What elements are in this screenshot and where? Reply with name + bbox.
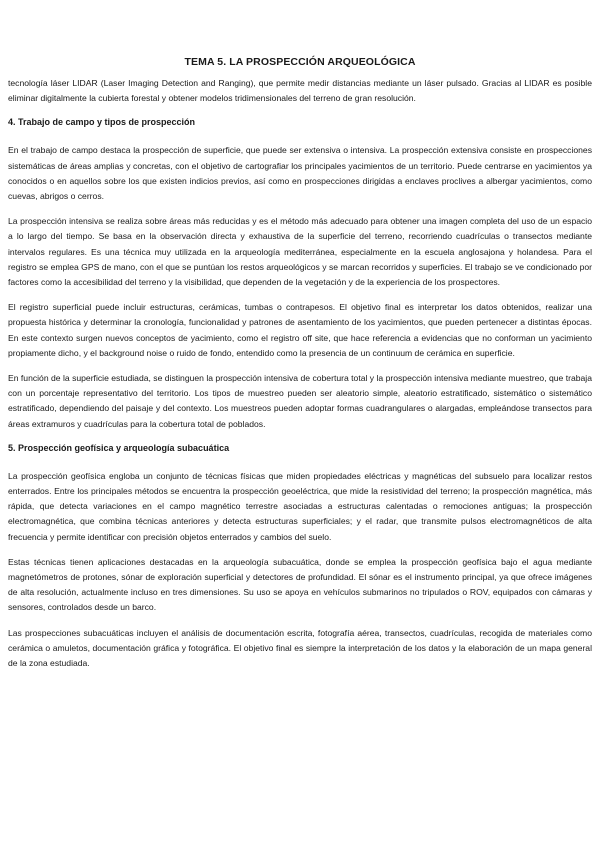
paragraph: La prospección intensiva se realiza sobre áreas más reducidas y es el método más adecuado para obtener una imagen completa del uso de un espacio a lo largo del tiempo. Se basa en la observación directa y exhaustiva de la superficie del terreno, recorriendo cuadrículas o transectos mediante intervalos regulares. Es una técnica muy utilizada en la arqueología mediterránea, especialmente en la escuela anglosajona y holandesa. Para el registro se emplea GPS de mano, con el que se puntúan los restos arqueológicos y se marcan recorridos y superficies. El trabajo se ve condicionado por factores como la accesibilidad del terreno y la visibilidad, que dependen de la vegetación y de la experiencia de los prospectores.: [8, 216, 592, 288]
page-title: TEMA 5. LA PROSPECCIÓN ARQUEOLÓGICA: [184, 56, 416, 68]
intro-paragraph: tecnología láser LIDAR (Laser Imaging Detection and Ranging), que permite medir distancias mediante un láser pulsado. Gracias al LIDAR es posible eliminar digitalmente la cubierta forestal y obtener modelos tridimensionales del terreno de gran resolución.: [8, 78, 592, 104]
section-heading-4: 4. Trabajo de campo y tipos de prospección: [8, 117, 196, 128]
document-body: [8, 76, 592, 671]
paragraph: En el trabajo de campo destaca la prospección de superficie, que puede ser extensiva o intensiva. La prospección extensiva consiste en prospecciones sistemáticas de áreas amplias y concretas, con el objetivo de cartografiar los principales yacimientos de un territorio. Puede centrarse en yacimientos ya conocidos o en aquellos sobre los que existen indicios previos, así como en prospecciones dirigidas a enclaves proclives a albergar yacimientos, como cuevas, abrigos o cerros.: [8, 145, 592, 202]
paragraph: Estas técnicas tienen aplicaciones destacadas en la arqueología subacuática, donde se emplea la prospección geofísica bajo el agua mediante magnetómetros de protones, sónar de exploración superficial y detectores de profundidad. El sónar es el instrumento principal, ya que ofrece imágenes de alta resolución, actualmente incluso en tres dimensiones. Su uso se apoya en vehículos submarinos no tripulados o ROV, equipados con cámaras y sensores, controlados desde un barco.: [8, 556, 592, 613]
paragraph: El registro superficial puede incluir estructuras, cerámicas, tumbas o contrapesos. El objetivo final es interpretar los datos obtenidos, realizar una propuesta histórica y determinar la cronología, funcionalidad y patrones de asentamiento de los yacimientos, que pueden pertenecer a distintas épocas. En este contexto surgen nuevos conceptos de yacimiento, como el registro off site, que hace referencia a evidencias que no conforman un yacimiento propiamente dicho, y el background noise o ruido de fondo, entendido como la presencia de un continuum de cerámica en superficie.: [8, 302, 592, 358]
paragraph: La prospección geofísica engloba un conjunto de técnicas físicas que miden propiedades eléctricas y magnéticas del subsuelo para localizar restos enterrados. Entre los principales métodos se encuentra la prospección geoeléctrica, que mide la resistividad del terreno; la prospección magnética, más rápida, que detecta variaciones en el campo magnético terrestre asociadas a estructuras calentadas o remociones antiguas; la prospección electromagnética, que combina técnicas anteriores y detecta estructuras superficiales; y el radar, que transmite pulsos electromagnéticos de alta frecuencia y permite identificar con precisión objetos enterrados y cambios del suelo.: [8, 470, 592, 542]
paragraph: En función de la superficie estudiada, se distinguen la prospección intensiva de cobertura total y la prospección intensiva mediante muestreo, que trabaja con un porcentaje representativo del territorio. Los tipos de muestreo pueden ser aleatorio simple, aleatorio estratificado, sistemático o sistemático estratificado, dependiendo del paisaje y del contexto. Los muestreos pueden adoptar formas cuadrangulares o alargadas, empleándose transectos para áreas extramuros y cuadrículas para la cobertura total de poblados.: [8, 373, 592, 429]
paragraph: Las prospecciones subacuáticas incluyen el análisis de documentación escrita, fotografía aérea, transectos, cuadrículas, recogida de materiales como cerámica o amuletos, documentación gráfica y fotográfica. El objetivo final es siempre la interpretación de los datos y la elaboración de un mapa general de la zona estudiada.: [8, 627, 592, 669]
section-heading-5: 5. Prospección geofísica y arqueología subacuática: [8, 442, 230, 453]
